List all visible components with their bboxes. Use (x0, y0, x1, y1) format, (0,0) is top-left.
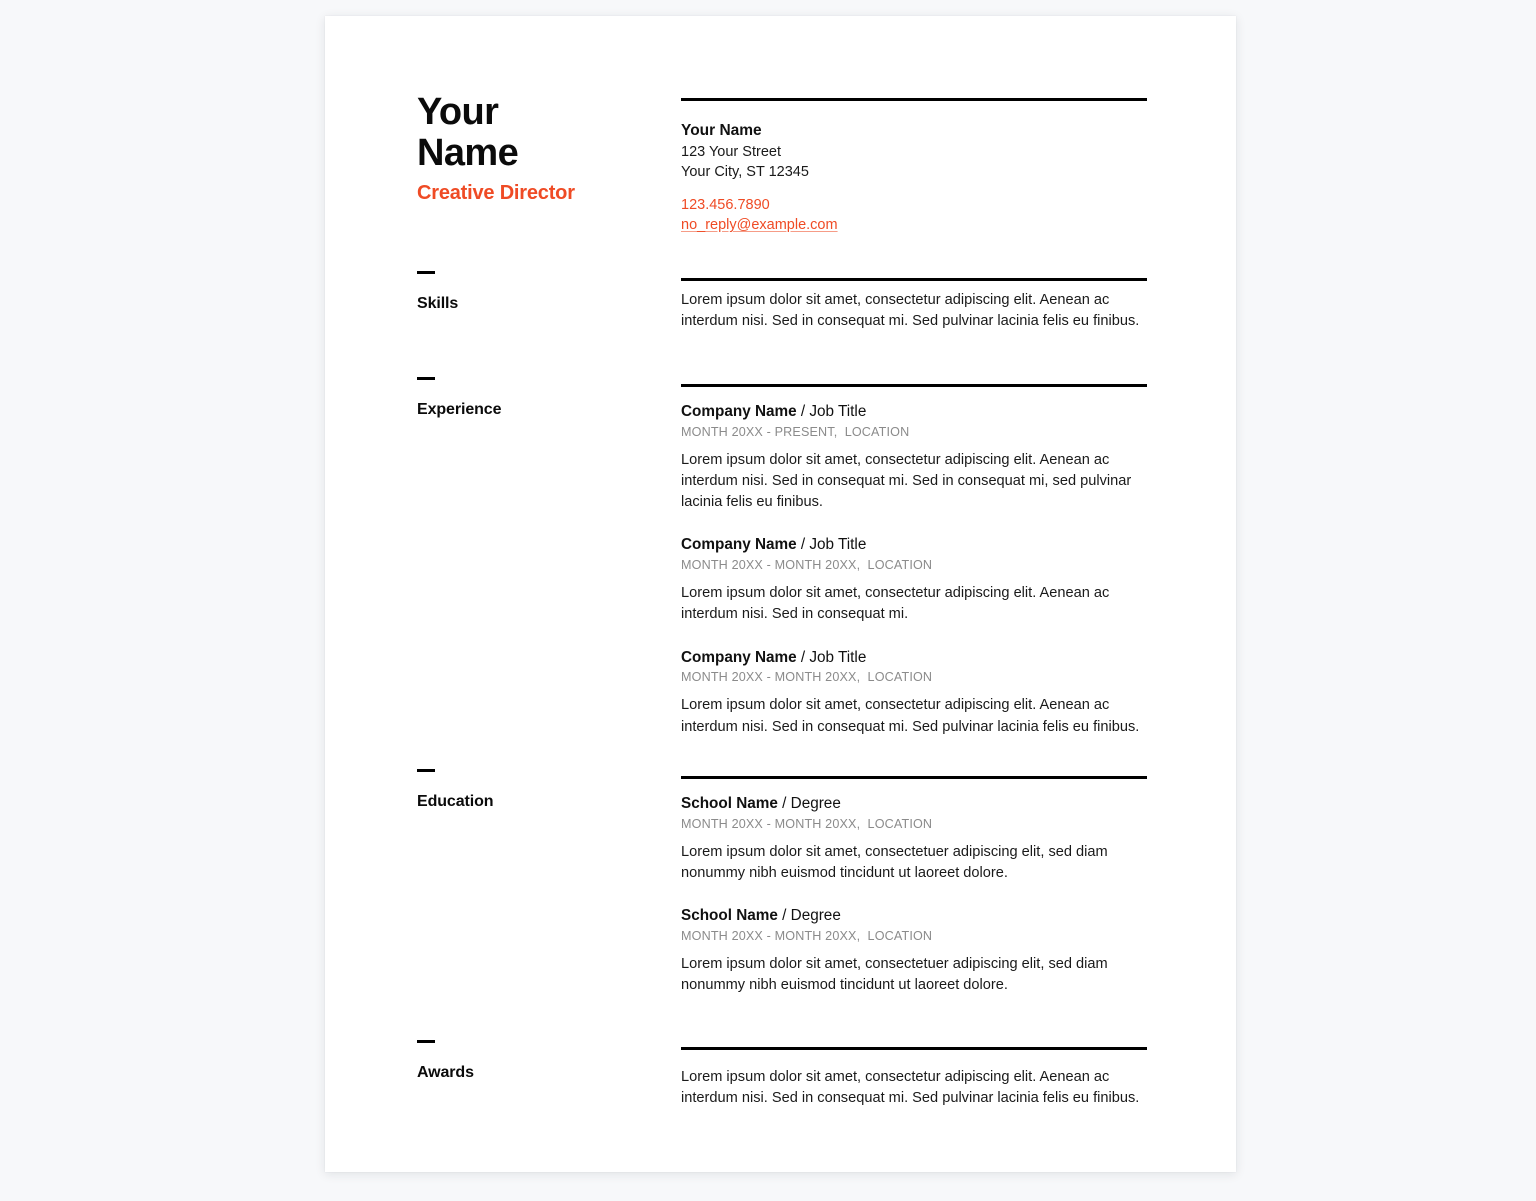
experience-entry (681, 402, 1147, 513)
experience-content (681, 402, 1147, 738)
entry-title (681, 648, 1147, 668)
awards-label-group (417, 1040, 679, 1082)
skills-content (681, 290, 1147, 332)
contact-email[interactable]: no_reply@example.com (681, 217, 838, 234)
entry-meta: MONTH 20XX - MONTH 20XX, LOCATION (681, 929, 933, 944)
experience-label-group (417, 377, 679, 419)
entry-role: / Job Title (800, 536, 867, 554)
entry-role: / Degree (782, 907, 841, 925)
section-dash-icon (417, 271, 435, 274)
skills-rule (681, 278, 1147, 281)
experience-entry (681, 648, 1147, 738)
entry-description: Lorem ipsum dolor sit amet, consectetur adipiscing elit. Aenean ac interdum nisi. Sed in consequat mi. (681, 585, 1110, 623)
skills-label-group (417, 271, 679, 313)
experience-entry (681, 535, 1147, 625)
section-label-education: Education (417, 793, 494, 810)
entry-role: / Job Title (800, 648, 867, 666)
awards-content (681, 1067, 1147, 1109)
entry-description: Lorem ipsum dolor sit amet, consectetur adipiscing elit. Aenean ac interdum nisi. Sed in consequat mi. Sed pulvinar lacinia felis eu finibus. (681, 697, 1140, 735)
entry-organization: Company Name (681, 536, 797, 554)
entry-organization: Company Name (681, 648, 797, 666)
section-dash-icon (417, 1040, 435, 1043)
awards-body: Lorem ipsum dolor sit amet, consectetur adipiscing elit. Aenean ac interdum nisi. Sed in consequat mi. Sed pulvinar lacinia felis eu finibus. (681, 1069, 1140, 1107)
page-title (417, 92, 679, 175)
education-label-group (417, 769, 679, 811)
entry-meta: MONTH 20XX - MONTH 20XX, LOCATION (681, 816, 933, 831)
contact-spacer (681, 182, 1147, 195)
entry-title (681, 535, 1147, 555)
section-dash-icon (417, 377, 435, 380)
education-content (681, 794, 1147, 996)
section-label-skills: Skills (417, 295, 459, 312)
entry-description: Lorem ipsum dolor sit amet, consectetur adipiscing elit. Aenean ac interdum nisi. Sed in consequat mi. Sed in consequat mi, sed pulvinar lacinia felis eu finibus. (681, 451, 1132, 511)
entry-meta: MONTH 20XX - MONTH 20XX, LOCATION (681, 558, 933, 573)
skills-body: Lorem ipsum dolor sit amet, consectetur adipiscing elit. Aenean ac interdum nisi. Sed in consequat mi. Sed pulvinar lacinia felis eu finibus. (681, 292, 1140, 330)
header-rule (681, 98, 1147, 101)
entry-title (681, 906, 1147, 926)
entry-role: / Degree (782, 795, 841, 812)
experience-rule (681, 384, 1147, 387)
contact-street: 123 Your Street (681, 144, 781, 161)
section-label-awards: Awards (417, 1064, 474, 1081)
entry-organization: School Name (681, 907, 778, 925)
entry-organization: School Name (681, 795, 778, 812)
entry-title (681, 794, 1147, 814)
header-identity (417, 92, 679, 205)
education-entry (681, 794, 1147, 884)
entry-description: Lorem ipsum dolor sit amet, consectetuer adipiscing elit, sed diam nonummy nibh euismod tincidunt ut laoreet dolore. (681, 956, 1108, 994)
contact-name: Your Name (681, 122, 762, 139)
education-entry (681, 906, 1147, 996)
entry-title (681, 402, 1147, 422)
entry-role: / Job Title (800, 403, 867, 420)
job-role-subtitle: Creative Director (417, 181, 575, 204)
awards-rule (681, 1047, 1147, 1050)
education-rule (681, 776, 1147, 779)
section-dash-icon (417, 769, 435, 772)
resume-page (325, 16, 1236, 1172)
entry-description: Lorem ipsum dolor sit amet, consectetuer adipiscing elit, sed diam nonummy nibh euismod tincidunt ut laoreet dolore. (681, 843, 1108, 882)
section-label-experience: Experience (417, 401, 502, 418)
entry-meta: MONTH 20XX - MONTH 20XX, LOCATION (681, 670, 933, 685)
entry-organization: Company Name (681, 403, 797, 420)
contact-city-state-zip: Your City, ST 12345 (681, 164, 809, 181)
entry-meta: MONTH 20XX - PRESENT, LOCATION (681, 424, 910, 439)
name-line-2: Name (417, 132, 519, 175)
name-line-1: Your (417, 91, 499, 133)
contact-phone[interactable]: 123.456.7890 (681, 197, 770, 214)
contact-block (681, 120, 1147, 235)
